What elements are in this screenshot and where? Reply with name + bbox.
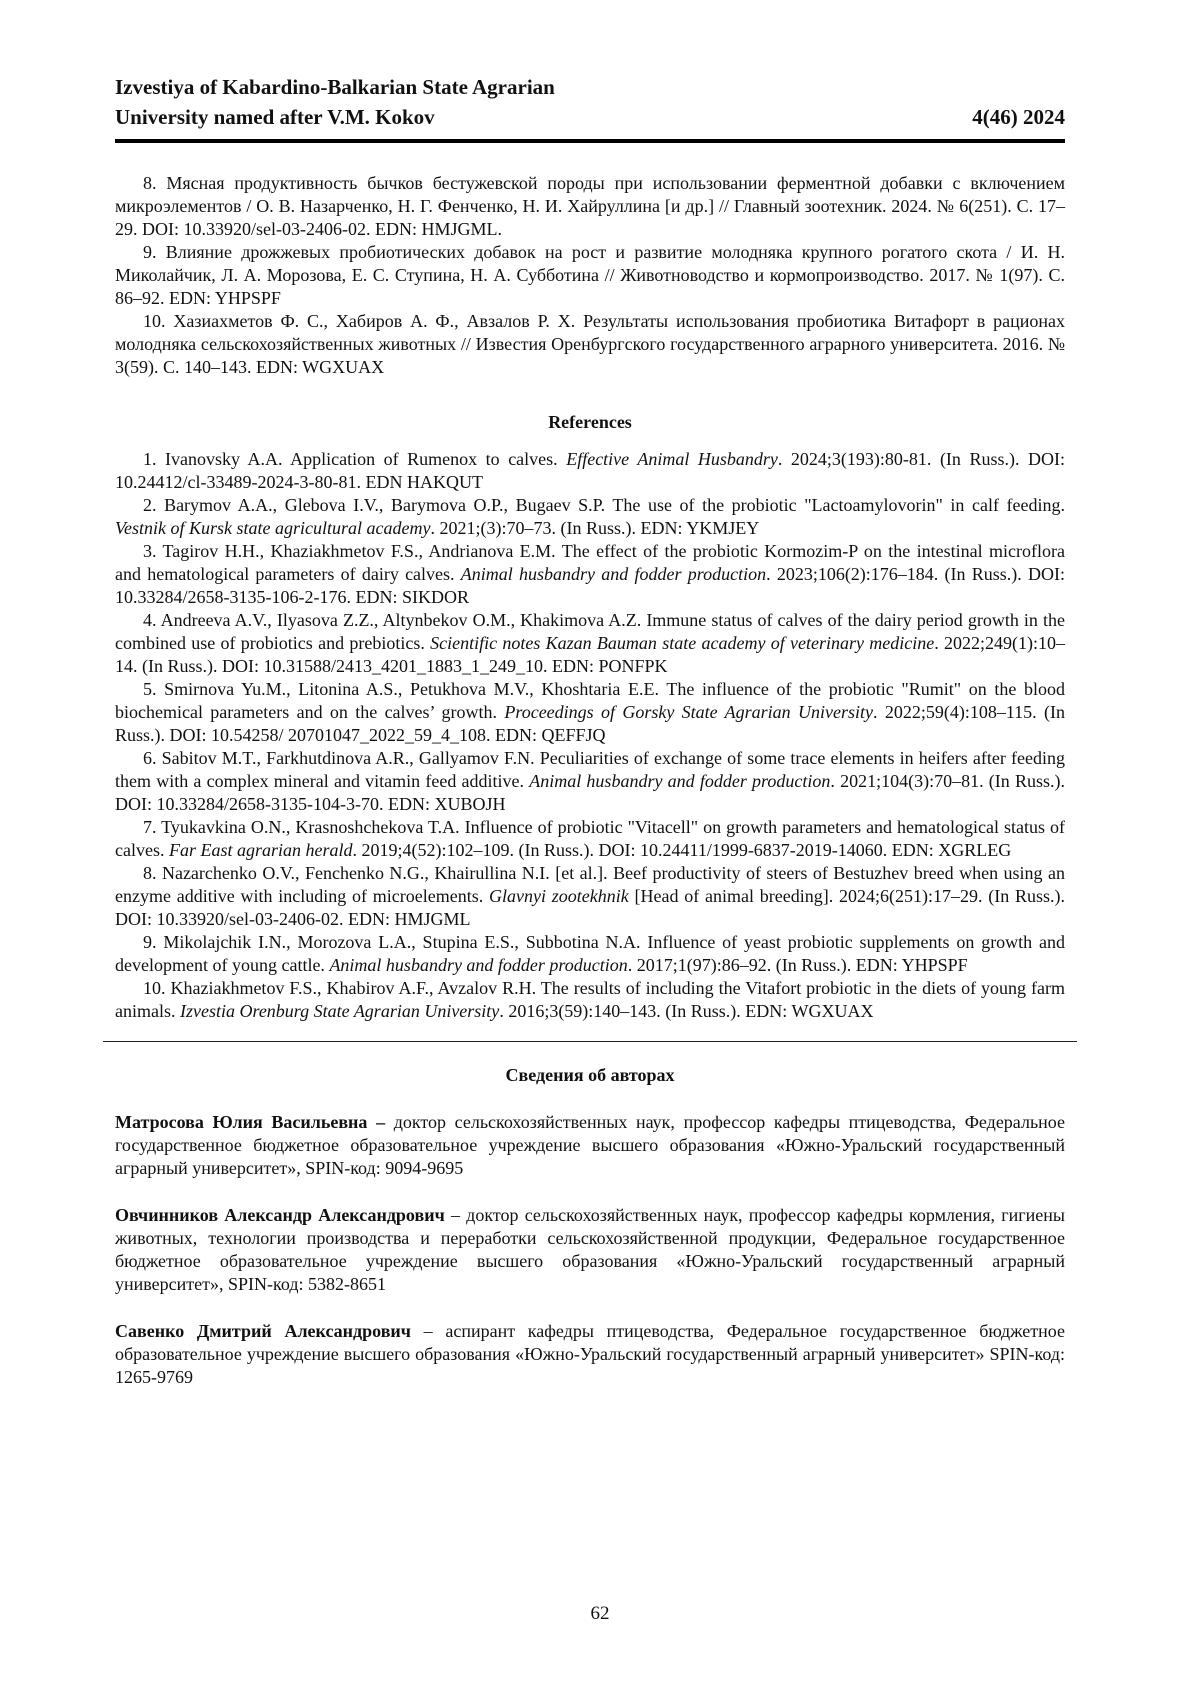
reference-details: . 2022;249(1):10–14. (In Russ.). DOI: 10.31588/2413_4201_1883_1_249_10. EDN: PONFPK xyxy=(115,633,1065,676)
reference-item xyxy=(115,494,1065,540)
reference-journal: Animal husbandry and fodder production xyxy=(529,771,830,791)
header-rule xyxy=(115,139,1065,143)
reference-journal: Proceedings of Gorsky State Agrarian University xyxy=(504,702,873,722)
reference-details: . 2019;4(52):102–109. (In Russ.). DOI: 10.24411/1999-6837-2019-14060. EDN: XGRLEG xyxy=(353,840,1012,860)
english-reference-list xyxy=(115,448,1065,1023)
reference-details: . 2022;59(4):108–115. (In Russ.). DOI: 10.54258/ 20701047_2022_59_4_108. EDN: QEFFJQ xyxy=(115,702,1065,745)
reference-details: . 2017;1(97):86–92. (In Russ.). EDN: YHPSPF xyxy=(628,955,968,975)
reference-details: . 2021;104(3):70–81. (In Russ.). DOI: 10.33284/2658-3135-104-3-70. EDN: XUBOJH xyxy=(115,771,1065,814)
authors-heading: Сведения об авторах xyxy=(115,1064,1065,1087)
reference-item xyxy=(115,540,1065,609)
ru-reference-item: 9. Влияние дрожжевых пробиотических добавок на рост и развитие молодняка крупного рогатого скота / И. Н. Миколайчик, Л. А. Морозова, Е. С. Ступина, Н. А. Субботина // Животноводство и кормопроизводство. 2017. № 1(97). С. 86–92. EDN: YHPSPF xyxy=(115,241,1065,310)
reference-item xyxy=(115,862,1065,931)
references-heading: References xyxy=(115,411,1065,434)
reference-item xyxy=(115,609,1065,678)
russian-reference-list xyxy=(115,172,1065,379)
author-entry xyxy=(115,1204,1065,1296)
reference-journal: Animal husbandry and fodder production xyxy=(329,955,627,975)
reference-item xyxy=(115,816,1065,862)
issue-number: 4(46) 2024 xyxy=(972,102,1065,132)
reference-text: 3. Tagirov H.H., Khaziakhmetov F.S., Andrianova E.M. The effect of the probiotic Kormozim-P on the intestinal microflora and hematological parameters of dairy calves. xyxy=(115,541,1065,584)
reference-text: 9. Mikolajchik I.N., Morozova L.A., Stupina E.S., Subbotina N.A. Influence of yeast probiotic supplements on growth and development of young cattle. xyxy=(115,932,1065,975)
reference-item xyxy=(115,931,1065,977)
reference-text: 8. Nazarchenko O.V., Fenchenko N.G., Khairullina N.I. [et al.]. Beef productivity of steers of Bestuzhev breed when using an enzyme additive with including of microelements. xyxy=(115,863,1065,906)
reference-text: 2. Barymov A.A., Glebova I.V., Barymova O.P., Bugaev S.P. The use of the probiotic "Lactoamylovorin" in calf feeding. xyxy=(143,495,1065,515)
author-info: доктор сельскохозяйственных наук, профессор кафедры птицеводства, Федеральное государственное бюджетное образовательное учреждение высшего образования «Южно-Уральский государственный аграрный университет», SPIN-код: 9094-9695 xyxy=(115,1112,1065,1178)
author-entry xyxy=(115,1320,1065,1389)
reference-text: 1. Ivanovsky A.A. Application of Rumenox to calves. xyxy=(143,449,566,469)
ru-reference-item: 8. Мясная продуктивность бычков бестужевской породы при использовании ферментной добавки с включением микроэлементов / О. В. Назарченко, Н. Г. Фенченко, Н. И. Хайруллина [и др.] // Главный зоотехник. 2024. № 6(251). С. 17–29. DOI: 10.33920/sel-03-2406-02. EDN: HMJGML. xyxy=(115,172,1065,241)
reference-journal: Animal husbandry and fodder production xyxy=(461,564,766,584)
reference-item xyxy=(115,448,1065,494)
page-content xyxy=(115,172,1065,1413)
reference-text: 10. Khaziakhmetov F.S., Khabirov A.F., Avzalov R.H. The results of including the Vitafort probiotic in the diets of young farm animals. xyxy=(115,978,1065,1021)
page-number: 62 xyxy=(0,1603,1200,1625)
reference-journal: Izvestia Orenburg State Agrarian University xyxy=(180,1001,499,1021)
reference-item xyxy=(115,747,1065,816)
reference-details: . 2024;3(193):80-81. (In Russ.). DOI: 10.24412/cl-33489-2024-3-80-81. EDN HAKQUT xyxy=(115,449,1065,492)
reference-text: 5. Smirnova Yu.M., Litonina A.S., Petukhova M.V., Khoshtaria E.E. The influence of the probiotic "Rumit" on the blood biochemical parameters and on the calves’ growth. xyxy=(115,679,1065,722)
author-name: Матросова Юлия Васильевна – xyxy=(115,1112,385,1132)
reference-journal: Effective Animal Husbandry xyxy=(566,449,778,469)
reference-text: 4. Andreeva A.V., Ilyasova Z.Z., Altynbekov O.M., Khakimova A.Z. Immune status of calves of the dairy period growth in the combined use of probiotics and prebiotics. xyxy=(115,610,1065,653)
reference-journal: Vestnik of Kursk state agricultural academy xyxy=(115,518,430,538)
reference-text: 7. Tyukavkina O.N., Krasnoshchekova T.A. Influence of probiotic "Vitacell" on growth parameters and hematological status of calves. xyxy=(115,817,1065,860)
reference-item xyxy=(115,977,1065,1023)
reference-text: 6. Sabitov M.T., Farkhutdinova A.R., Gallyamov F.N. Peculiarities of exchange of some trace elements in heifers after feeding them with a complex mineral and vitamin feed additive. xyxy=(115,748,1065,791)
reference-details: . 2023;106(2):176–184. (In Russ.). DOI: 10.33284/2658-3135-106-2-176. EDN: SIKDOR xyxy=(115,564,1065,607)
reference-details: [Head of animal breeding]. 2024;6(251):17–29. (In Russ.). DOI: 10.33920/sel-03-2406-02. EDN: HMJGML xyxy=(115,886,1065,929)
ru-reference-item: 10. Хазиахметов Ф. С., Хабиров А. Ф., Авзалов Р. Х. Результаты использования пробиотика Витафорт в рационах молодняка сельскохозяйственных животных // Известия Оренбургского государственного аграрного университета. 2016. № 3(59). С. 140–143. EDN: WGXUAX xyxy=(115,310,1065,379)
author-entry xyxy=(115,1111,1065,1180)
section-divider xyxy=(103,1041,1077,1042)
journal-title-line-2: University named after V.M. Kokov xyxy=(115,102,1065,132)
author-info: – аспирант кафедры птицеводства, Федеральное государственное бюджетное образовательное учреждение высшего образования «Южно-Уральский государственный аграрный университет» SPIN-код: 1265-9769 xyxy=(115,1321,1065,1387)
reference-details: . 2016;3(59):140–143. (In Russ.). EDN: WGXUAX xyxy=(499,1001,873,1021)
reference-journal: Scientific notes Kazan Bauman state academy of veterinary medicine xyxy=(430,633,934,653)
running-header xyxy=(115,72,1065,132)
journal-title-line-1: Izvestiya of Kabardino-Balkarian State Agrarian xyxy=(115,72,1065,102)
author-info: – доктор сельскохозяйственных наук, профессор кафедры кормления, гигиены животных, технологии производства и переработки сельскохозяйственной продукции, Федеральное государственное бюджетное образовательное учреждение высшего образования «Южно-Уральский государственный аграрный университет», SPIN-код: 5382-8651 xyxy=(115,1205,1065,1294)
reference-item xyxy=(115,678,1065,747)
author-name: Овчинников Александр Александрович xyxy=(115,1205,445,1225)
reference-details: . 2021;(3):70–73. (In Russ.). EDN: YKMJEY xyxy=(430,518,759,538)
reference-journal: Glavnyi zootekhnik xyxy=(489,886,629,906)
author-name: Савенко Дмитрий Александрович xyxy=(115,1321,411,1341)
reference-journal: Far East agrarian herald xyxy=(169,840,353,860)
